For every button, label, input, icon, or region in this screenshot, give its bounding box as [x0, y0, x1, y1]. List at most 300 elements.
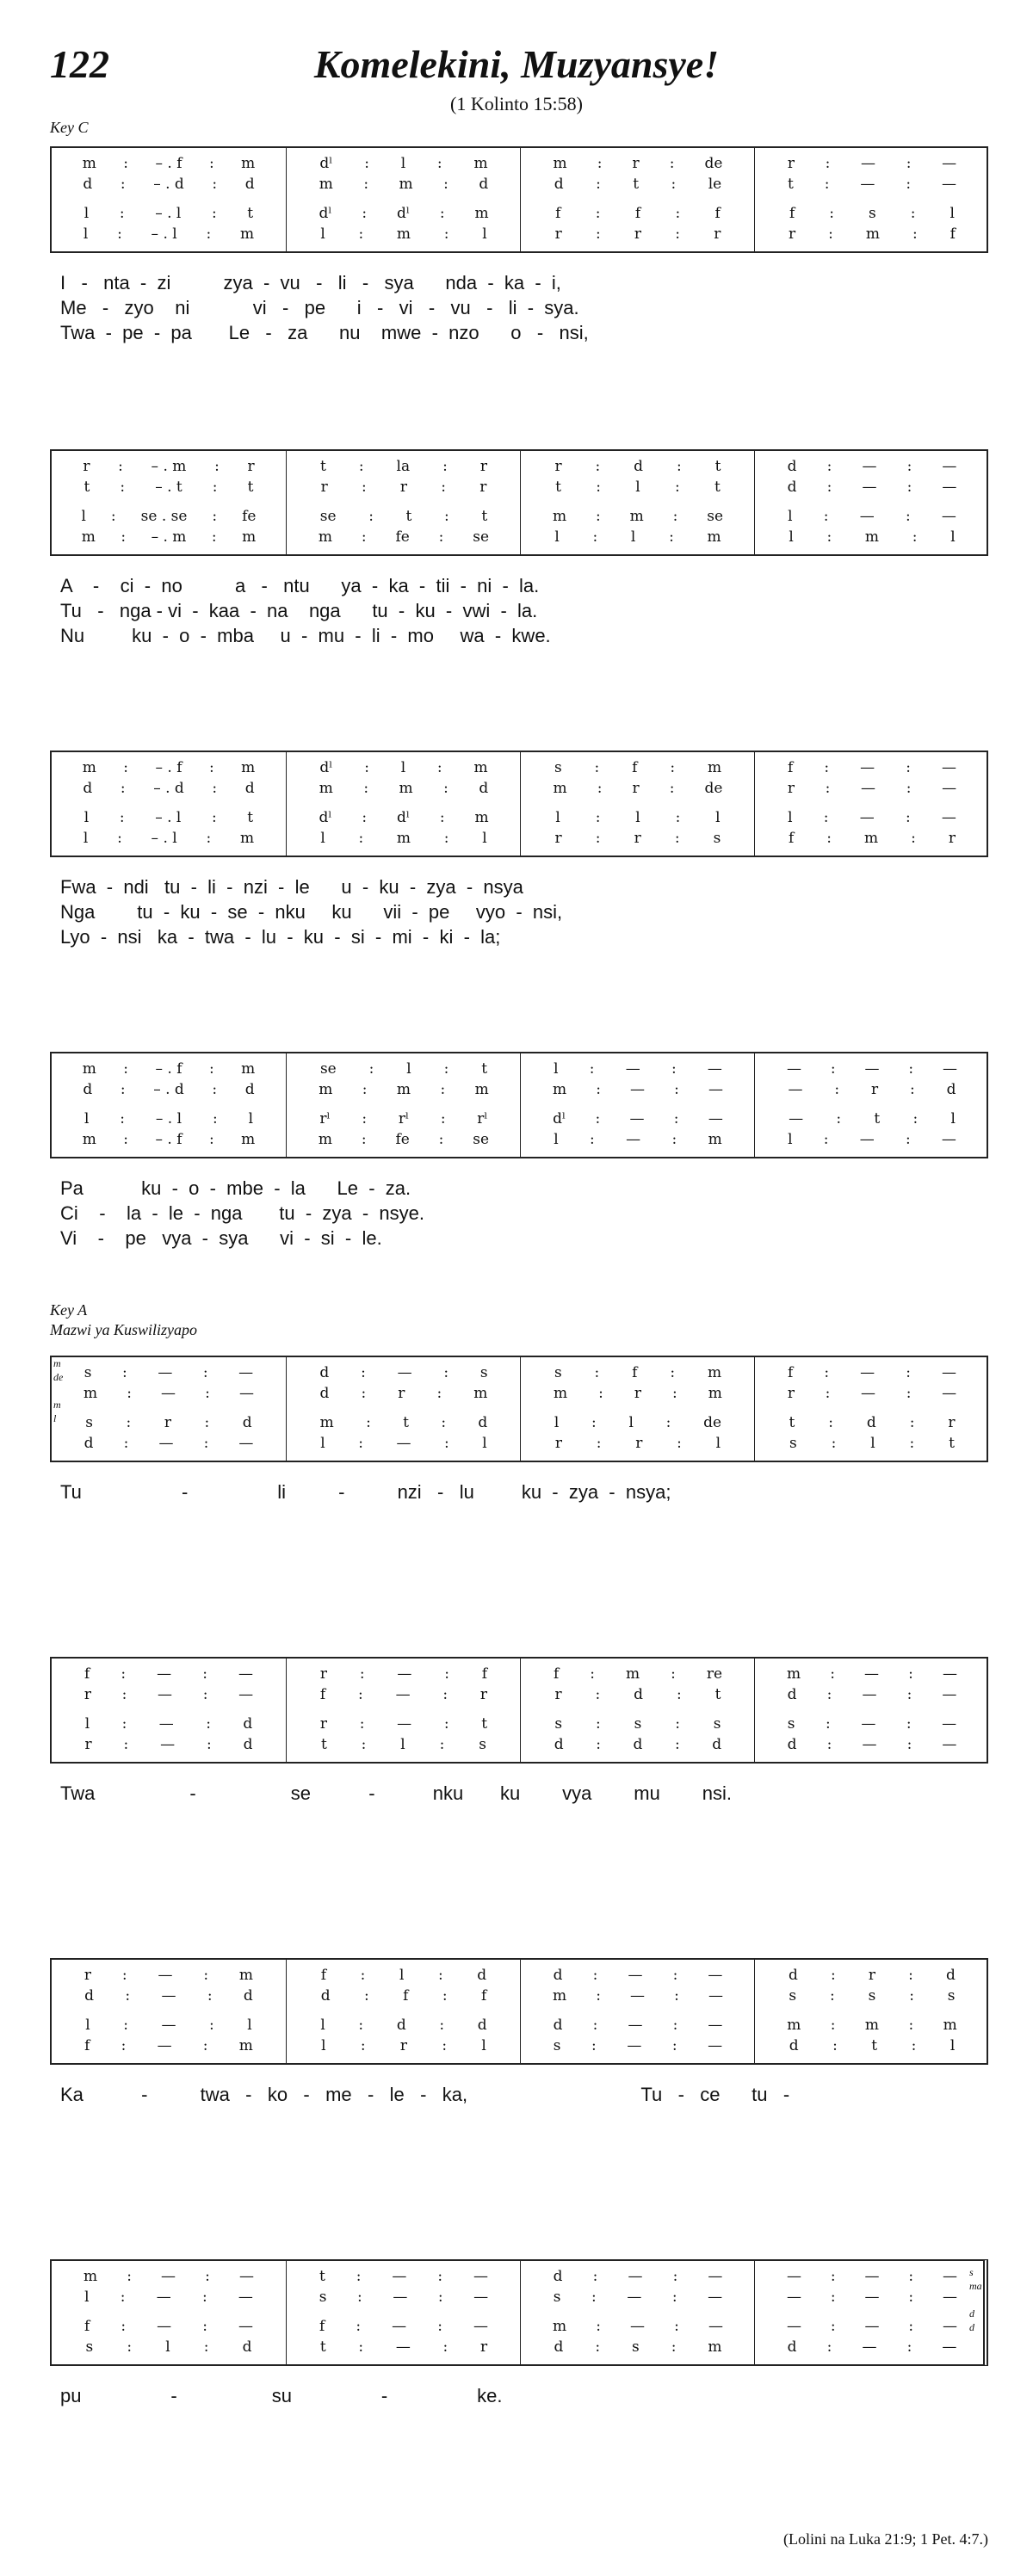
solfa-note: — — [942, 458, 957, 475]
solfa-note: — — [859, 508, 875, 525]
lyric-line: Ci - la - le - nga tu - zya - nsye. — [60, 1202, 425, 1224]
solfa-note: — — [942, 479, 957, 496]
beat-separator: : — [436, 155, 442, 172]
solfa-note: r — [634, 1385, 642, 1402]
solfa-note: m — [396, 225, 411, 243]
solfa-note: – . f — [155, 1131, 182, 1148]
solfa-note: — — [238, 2268, 254, 2285]
beat-separator: : — [595, 225, 601, 243]
solfa-note: — — [708, 1110, 723, 1127]
solfa-note: — — [942, 1385, 957, 1402]
beat-separator: : — [832, 2037, 838, 2054]
beat-separator: : — [127, 1385, 132, 1402]
solfa-note: — — [860, 759, 875, 776]
beat-separator: : — [439, 205, 445, 222]
solfa-note: — — [862, 1736, 877, 1753]
lyric-line: Tu - li - nzi - lu ku - zya - nsya; — [60, 1481, 671, 1503]
solfa-row — [287, 780, 521, 800]
solfa-row — [755, 508, 989, 528]
beat-separator: : — [909, 1435, 915, 1452]
solfa-row — [52, 1060, 286, 1081]
solfa-row — [52, 1385, 286, 1405]
beat-separator: : — [595, 830, 601, 847]
beat-separator: : — [591, 2037, 597, 2054]
solfa-note: – . f — [155, 1060, 182, 1078]
lyric-line: Me - zyo ni vi - pe i - vi - vu - li - sya. — [60, 297, 579, 318]
beat-separator: : — [123, 1060, 129, 1078]
score-system — [50, 146, 988, 253]
beat-separator: : — [121, 2318, 127, 2335]
beat-separator: : — [911, 2037, 917, 2054]
beat-separator: : — [670, 1364, 676, 1381]
solfa-row — [755, 1987, 989, 2008]
solfa-note: l — [247, 2017, 252, 2034]
measure — [286, 752, 521, 856]
solfa-row — [521, 1715, 755, 1736]
beat-separator: : — [120, 780, 126, 797]
solfa-note: t — [319, 2338, 326, 2356]
beat-separator: : — [202, 2037, 208, 2054]
solfa-row — [52, 1414, 286, 1435]
solfa-note: t — [714, 479, 721, 496]
solfa-row — [287, 759, 521, 780]
beat-separator: : — [675, 225, 681, 243]
beat-separator: : — [206, 830, 212, 847]
beat-separator: : — [442, 1686, 448, 1703]
solfa-row — [521, 176, 755, 196]
solfa-note: s — [85, 2338, 94, 2356]
solfa-row — [521, 508, 755, 528]
solfa-note: r — [788, 225, 796, 243]
solfa-row — [755, 1385, 989, 1405]
solfa-note: l — [788, 1131, 793, 1148]
lyric-block — [60, 2383, 973, 2408]
solfa-note: r — [634, 225, 642, 243]
measure — [754, 451, 989, 554]
score-system — [50, 2259, 988, 2366]
solfa-note: – . m — [151, 458, 187, 475]
solfa-note: — — [862, 479, 877, 496]
beat-separator: : — [123, 1131, 129, 1148]
solfa-note: t — [481, 1715, 488, 1733]
solfa-note: – . l — [151, 830, 177, 847]
solfa-row — [52, 1364, 286, 1385]
beat-separator: : — [675, 809, 681, 826]
beat-separator: : — [598, 1385, 603, 1402]
beat-separator: : — [364, 1987, 369, 2005]
solfa-note: s — [789, 1435, 797, 1452]
solfa-note: — — [628, 2268, 643, 2285]
solfa-note: — — [395, 2338, 411, 2356]
solfa-row — [755, 1665, 989, 1686]
solfa-row — [521, 759, 755, 780]
solfa-row — [287, 830, 521, 850]
beat-separator: : — [906, 458, 912, 475]
beat-separator: : — [121, 2037, 127, 2054]
solfa-note: fe — [395, 528, 410, 546]
solfa-note: — — [156, 2289, 171, 2306]
solfa-row — [287, 176, 521, 196]
beat-separator: : — [669, 155, 675, 172]
solfa-note: — — [158, 1686, 173, 1703]
solfa-note: l — [635, 809, 640, 826]
lyric-line: Twa - pe - pa Le - za nu mwe - nzo o - nsi, — [60, 322, 589, 343]
solfa-row — [287, 1665, 521, 1686]
beat-separator: : — [912, 1110, 919, 1127]
beat-separator: : — [825, 1385, 831, 1402]
beat-separator: : — [443, 225, 449, 243]
beat-separator: : — [826, 479, 832, 496]
solfa-note: r — [479, 479, 487, 496]
beat-separator: : — [671, 1131, 677, 1148]
solfa-note: m — [629, 508, 644, 525]
key-label-a: Key A — [50, 1301, 88, 1319]
beat-separator: : — [443, 1364, 449, 1381]
beat-separator: : — [906, 479, 912, 496]
solfa-row — [755, 2289, 989, 2309]
solfa-note: m — [708, 1385, 722, 1402]
beat-separator: : — [675, 479, 680, 496]
measure — [286, 1960, 521, 2063]
solfa-note: — — [864, 1060, 880, 1078]
solfa-note: t — [405, 508, 412, 525]
beat-separator: : — [361, 528, 367, 546]
solfa-note: s — [554, 759, 562, 776]
beat-separator: : — [201, 2289, 207, 2306]
solfa-note: m — [318, 528, 333, 546]
lyric-block — [60, 2082, 973, 2107]
beat-separator: : — [358, 458, 364, 475]
solfa-note: l — [84, 205, 90, 222]
solfa-note: — — [238, 1665, 253, 1683]
solfa-note: d — [787, 2338, 797, 2356]
solfa-note: se — [319, 508, 337, 525]
solfa-note: — — [397, 1364, 412, 1381]
solfa-note: t — [481, 508, 488, 525]
beat-separator: : — [121, 528, 127, 546]
solfa-row — [287, 528, 521, 549]
beat-separator: : — [208, 155, 214, 172]
solfa-note: f — [555, 205, 561, 222]
measure — [286, 451, 521, 554]
beat-separator: : — [364, 155, 369, 172]
beat-separator: : — [212, 176, 218, 193]
solfa-row — [287, 155, 521, 176]
solfa-note: l — [870, 1435, 875, 1452]
beat-separator: : — [906, 1686, 912, 1703]
solfa-note: s — [713, 830, 721, 847]
score-system — [50, 751, 988, 857]
beat-separator: : — [121, 1665, 127, 1683]
lyric-line: Nu ku - o - mba u - mu - li - mo wa - kwe. — [60, 625, 551, 646]
solfa-row — [755, 1060, 989, 1081]
solfa-note: s — [947, 1987, 956, 2005]
beat-separator: : — [824, 1364, 830, 1381]
solfa-row — [755, 2017, 989, 2037]
solfa-row — [52, 508, 286, 528]
solfa-note: s — [634, 1715, 642, 1733]
solfa-note: s — [787, 1715, 795, 1733]
solfa-note: fe — [395, 1131, 410, 1148]
beat-separator: : — [671, 2289, 677, 2306]
beat-separator: : — [117, 830, 122, 847]
beat-separator: : — [120, 2289, 126, 2306]
beat-separator: : — [906, 2338, 912, 2356]
beat-separator: : — [444, 1665, 449, 1683]
key-subtitle: Mazwi ya Kuswilizyapo — [50, 1321, 198, 1338]
solfa-row — [755, 1686, 989, 1707]
beat-separator: : — [825, 155, 831, 172]
solfa-note: m — [474, 1081, 489, 1098]
solfa-note: — — [941, 1131, 956, 1148]
beat-separator: : — [824, 759, 830, 776]
measure — [52, 2261, 286, 2364]
beat-separator: : — [670, 759, 676, 776]
solfa-note: t — [403, 1414, 410, 1431]
solfa-note: dˡ — [396, 809, 410, 826]
measure — [286, 2261, 521, 2364]
solfa-note: — — [864, 2268, 880, 2285]
solfa-row — [521, 2338, 755, 2359]
solfa-note: m — [553, 1987, 567, 2005]
beat-separator: : — [442, 458, 448, 475]
solfa-row — [52, 155, 286, 176]
solfa-note: — — [628, 1967, 643, 1984]
solfa-note: m — [399, 176, 413, 193]
solfa-note: f — [632, 759, 638, 776]
lyric-block — [60, 1176, 973, 1251]
solfa-row — [755, 2318, 989, 2338]
beat-separator: : — [123, 759, 129, 776]
beat-separator: : — [359, 1715, 365, 1733]
solfa-note: r — [319, 1715, 327, 1733]
beat-separator: : — [906, 1715, 912, 1733]
solfa-row — [755, 1736, 989, 1757]
solfa-note: d — [787, 1736, 797, 1753]
measure — [520, 1357, 755, 1461]
solfa-row — [287, 2268, 521, 2289]
beat-separator: : — [205, 1385, 210, 1402]
beat-separator: : — [836, 1110, 842, 1127]
solfa-row — [521, 1110, 755, 1131]
beat-separator: : — [908, 2017, 914, 2034]
solfa-note: s — [869, 205, 876, 222]
solfa-row — [52, 1736, 286, 1757]
solfa-note: r — [632, 155, 640, 172]
solfa-row — [755, 1081, 989, 1102]
solfa-row — [52, 1987, 286, 2008]
solfa-note: l — [83, 830, 89, 847]
beat-separator: : — [596, 1081, 601, 1098]
solfa-note: m — [553, 2318, 567, 2335]
solfa-note: r — [554, 458, 562, 475]
beat-separator: : — [442, 2338, 448, 2356]
solfa-note: — — [941, 759, 956, 776]
beat-separator: : — [362, 1110, 368, 1127]
solfa-note: l — [630, 528, 636, 546]
solfa-row — [755, 809, 989, 830]
beat-separator: : — [823, 508, 829, 525]
beat-separator: : — [436, 759, 442, 776]
solfa-row — [287, 1385, 521, 1405]
solfa-note: d — [479, 780, 489, 797]
beat-separator: : — [120, 176, 126, 193]
solfa-row — [755, 1435, 989, 1455]
solfa-note: l — [248, 1110, 253, 1127]
beat-separator: : — [596, 1715, 601, 1733]
score-system — [50, 1356, 988, 1462]
beat-separator: : — [441, 479, 447, 496]
solfa-note: — — [941, 809, 956, 826]
beat-separator: : — [206, 1736, 212, 1753]
solfa-note: s — [789, 1987, 797, 2005]
score-system — [50, 1657, 988, 1764]
solfa-row — [52, 1686, 286, 1707]
solfa-note: d — [789, 2037, 799, 2054]
solfa-note: — — [708, 2017, 723, 2034]
solfa-note: r — [399, 479, 408, 496]
solfa-note: f — [714, 205, 721, 222]
solfa-note: l — [950, 528, 956, 546]
solfa-row — [287, 2017, 521, 2037]
solfa-note: d — [477, 1967, 487, 1984]
solfa-note: — — [708, 2289, 723, 2306]
solfa-note: — — [158, 1435, 174, 1452]
solfa-note: m — [553, 155, 567, 172]
solfa-note: – . d — [153, 780, 184, 797]
solfa-note: l — [83, 225, 89, 243]
solfa-note: — — [392, 2268, 407, 2285]
beat-separator: : — [677, 1435, 682, 1452]
solfa-row — [521, 1736, 755, 1757]
beat-separator: : — [595, 2338, 601, 2356]
solfa-row — [755, 780, 989, 800]
solfa-note: — — [238, 1435, 254, 1452]
solfa-row — [521, 1967, 755, 1987]
beat-separator: : — [591, 2289, 597, 2306]
beat-separator: : — [597, 780, 603, 797]
solfa-note: s — [84, 1364, 92, 1381]
solfa-note: l — [715, 1435, 721, 1452]
solfa-note: l — [482, 225, 487, 243]
solfa-row — [52, 2289, 286, 2309]
measure — [754, 148, 989, 251]
beat-separator: : — [671, 176, 677, 193]
beat-separator: : — [905, 508, 911, 525]
solfa-note: l — [949, 205, 955, 222]
solfa-note: l — [715, 809, 721, 826]
solfa-note: dˡ — [553, 1110, 566, 1127]
solfa-note: m — [319, 780, 333, 797]
solfa-note: m — [707, 528, 721, 546]
beat-separator: : — [674, 1081, 679, 1098]
solfa-note: — — [861, 780, 876, 797]
solfa-note: m — [319, 1081, 333, 1098]
beat-separator: : — [906, 155, 912, 172]
solfa-note: — — [161, 2017, 176, 2034]
solfa-note: — — [861, 1385, 876, 1402]
solfa-note: t — [481, 1060, 488, 1078]
solfa-note: s — [554, 1715, 563, 1733]
score-system — [50, 449, 988, 556]
beat-separator: : — [905, 809, 911, 826]
solfa-note: — — [238, 1385, 254, 1402]
solfa-note: m — [241, 1131, 256, 1148]
solfa-note: s — [868, 1987, 876, 2005]
solfa-row — [52, 2037, 286, 2058]
solfa-note: r — [320, 479, 328, 496]
solfa-note: rˡ — [398, 1110, 410, 1127]
solfa-row — [52, 479, 286, 499]
solfa-note: d — [244, 176, 255, 193]
solfa-row — [287, 1060, 521, 1081]
beat-separator: : — [830, 2289, 836, 2306]
solfa-row — [755, 1110, 989, 1131]
solfa-note: m — [553, 1081, 567, 1098]
solfa-row — [287, 1131, 521, 1152]
solfa-note: — — [788, 1081, 803, 1098]
beat-separator: : — [356, 2268, 362, 2285]
solfa-note: — — [708, 1081, 723, 1098]
beat-separator: : — [366, 1414, 371, 1431]
solfa-note: l — [320, 2017, 325, 2034]
measure — [520, 1960, 755, 2063]
solfa-note: m — [82, 1060, 96, 1078]
beat-separator: : — [831, 1967, 836, 1984]
solfa-note: f — [553, 1665, 560, 1683]
solfa-note: — — [708, 2037, 723, 2054]
beat-separator: : — [209, 2017, 214, 2034]
beat-separator: : — [906, 176, 912, 193]
beat-separator: : — [212, 508, 218, 525]
solfa-note: m — [319, 176, 333, 193]
beat-separator: : — [123, 1736, 129, 1753]
beat-separator: : — [120, 1110, 125, 1127]
beat-separator: : — [443, 176, 448, 193]
solfa-note: m — [473, 1385, 488, 1402]
solfa-note: — — [943, 2289, 958, 2306]
solfa-note: – . l — [155, 809, 182, 826]
solfa-row — [287, 2318, 521, 2338]
solfa-row — [521, 1435, 755, 1455]
beat-separator: : — [912, 225, 918, 243]
solfa-row — [521, 1364, 755, 1385]
beat-separator: : — [212, 1110, 218, 1127]
solfa-note: f — [949, 225, 956, 243]
solfa-note: — — [397, 1715, 412, 1733]
solfa-row — [52, 2338, 286, 2359]
beat-separator: : — [119, 809, 125, 826]
lyric-line: Nga tu - ku - se - nku ku vii - pe vyo - nsi, — [60, 901, 563, 923]
beat-separator: : — [208, 759, 214, 776]
beat-separator: : — [672, 2017, 678, 2034]
solfa-note: se — [319, 1060, 337, 1078]
beat-separator: : — [589, 1060, 595, 1078]
solfa-note: — — [630, 2318, 646, 2335]
solfa-note: d — [244, 1081, 255, 1098]
beat-separator: : — [597, 155, 603, 172]
solfa-note: — — [864, 2318, 880, 2335]
beat-separator: : — [118, 458, 123, 475]
beat-separator: : — [676, 1686, 682, 1703]
solfa-note: r — [787, 1385, 795, 1402]
solfa-note: r — [84, 1736, 92, 1753]
solfa-row — [521, 2037, 755, 2058]
solfa-note: f — [319, 1686, 326, 1703]
solfa-row — [755, 2268, 989, 2289]
side-marks-end: s ma d d — [969, 2266, 982, 2333]
beat-separator: : — [361, 1364, 366, 1381]
